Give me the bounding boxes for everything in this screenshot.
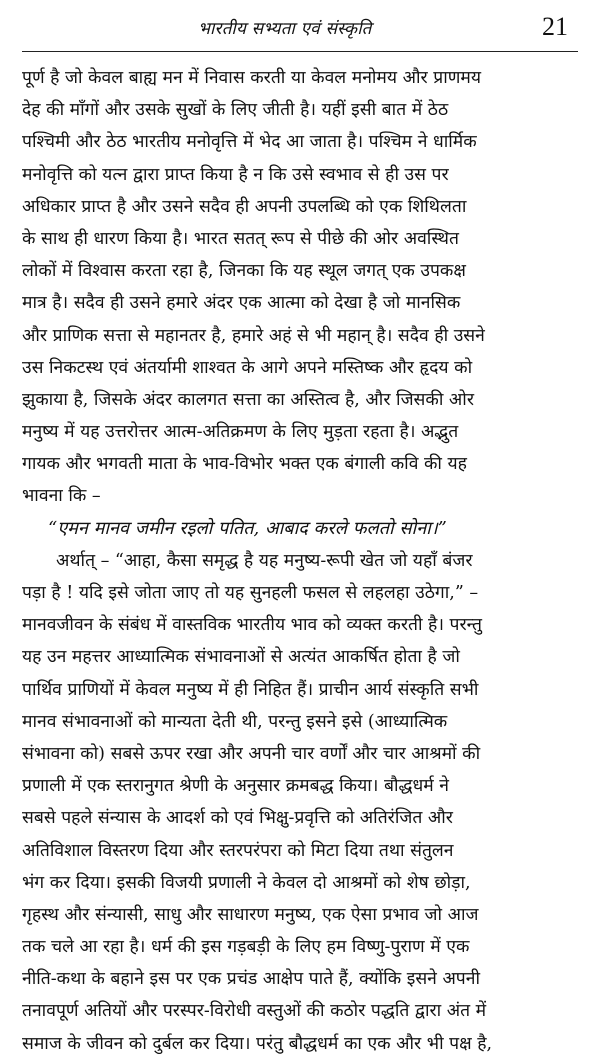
text-line: पार्थिव प्राणियों में केवल मनुष्य में ही निहित हैं। प्राचीन आर्य संस्कृति सभी [22, 679, 479, 700]
text-line: अधिकार प्राप्त है और उसने सदैव ही अपनी उपलब्धि को एक शिथिलता [22, 196, 467, 217]
text-line: पश्चिमी और ठेठ भारतीय मनोवृत्ति में भेद आ जाता है। पश्चिम ने धार्मिक [22, 132, 477, 153]
text-line: तनावपूर्ण अतियों और परस्पर-विरोधी वस्तुओं की कठोर पद्धति द्वारा अंत में [22, 1001, 487, 1022]
text-line: अर्थात् – “आहा, कैसा समृद्ध है यह मनुष्य-रूपी खेत जो यहाँ बंजर [56, 550, 473, 571]
text-line: देह की माँगों और उसके सुखों के लिए जीती है। यहीं इसी बात में ठेठ [22, 100, 449, 121]
text-line: के साथ ही धारण किया है। भारत सतत् रूप से पीछे की ओर अवस्थित [22, 228, 459, 249]
text-line: गृहस्थ और संन्यासी, साधु और साधारण मनुष्य, एक ऐसा प्रभाव जो आज [22, 904, 479, 925]
text-line: और प्राणिक सत्ता से महानतर है, हमारे अहं से भी महान् है। सदैव ही उसने [22, 325, 485, 346]
text-line: नीति-कथा के बहाने इस पर एक प्रचंड आक्षेप पाते हैं, क्योंकि इसने अपनी [22, 969, 480, 990]
running-title: भारतीय सभ्यता एवं संस्कृति [198, 19, 372, 39]
text-line: भंग कर दिया। इसकी विजयी प्रणाली ने केवल दो आश्रमों को शेष छोड़ा, [22, 872, 471, 893]
text-line: भावना कि – [22, 486, 101, 507]
quoted-verse: “एमन मानव जमीन रइलो पतित, आबाद करले फलतो सोना।” [48, 517, 447, 539]
header-rule [22, 51, 578, 52]
text-line: गायक और भगवती माता के भाव-विभोर भक्त एक बंगाली कवि की यह [22, 454, 467, 475]
body-text [22, 62, 582, 1054]
text-line: संभावना को) सबसे ऊपर रखा और अपनी चार वर्णों और चार आश्रमों की [22, 743, 481, 764]
text-line: उस निकटस्थ एवं अंतर्यामी शाश्वत के आगे अपने मस्तिष्क और हृदय को [22, 357, 473, 378]
text-line: समाज के जीवन को दुर्बल कर दिया। परंतु बौद्धधर्म का एक और भी पक्ष है, [22, 1033, 493, 1054]
text-line: तक चले आ रहा है। धर्म की इस गड़बड़ी के लिए हम विष्णु-पुराण में एक [22, 937, 470, 958]
text-line: प्रणाली में एक स्तरानुगत श्रेणी के अनुसार क्रमबद्ध किया। बौद्धधर्म ने [22, 776, 449, 797]
text-line: मानव संभावनाओं को मान्यता देती थी, परन्तु इसने इसे (आध्यात्मिक [22, 711, 448, 732]
text-line: सबसे पहले संन्यास के आदर्श को एवं भिक्षु-प्रवृत्ति को अतिरंजित और [22, 808, 453, 829]
text-line: मनोवृत्ति को यत्न द्वारा प्राप्त किया है न कि उसे स्वभाव से ही उस पर [22, 164, 449, 185]
text-line: यह उन महत्तर आध्यात्मिक संभावनाओं से अत्यंत आकर्षित होता है जो [22, 647, 460, 668]
text-line: झुकाया है, जिसके अंदर कालगत सत्ता का अस्तित्व है, और जिसकी ओर [22, 389, 474, 410]
page-number: 21 [542, 12, 568, 41]
text-line: अतिविशाल विस्तरण दिया और स्तरपरंपरा को मिटा दिया तथा संतुलन [22, 840, 454, 861]
text-line: पड़ा है ! यदि इसे जोता जाए तो यह सुनहली फसल से लहलहा उठेगा,” – [22, 583, 479, 603]
text-line: लोकों में विश्वास करता रहा है, जिनका कि यह स्थूल जगत् एक उपकक्ष [22, 261, 466, 282]
text-line: पूर्ण है जो केवल बाह्य मन में निवास करती या केवल मनोमय और प्राणमय [22, 68, 481, 88]
text-line: मात्र है। सदैव ही उसने हमारे अंदर एक आत्मा को देखा है जो मानसिक [22, 293, 461, 314]
text-line: मानवजीवन के संबंध में वास्तविक भारतीय भाव को व्यक्त करती है। परन्तु [22, 615, 482, 636]
page-header [0, 12, 600, 52]
text-line: मनुष्य में यह उत्तरोत्तर आत्म-अतिक्रमण के लिए मुड़ता रहता है। अद्भुत [22, 422, 459, 443]
